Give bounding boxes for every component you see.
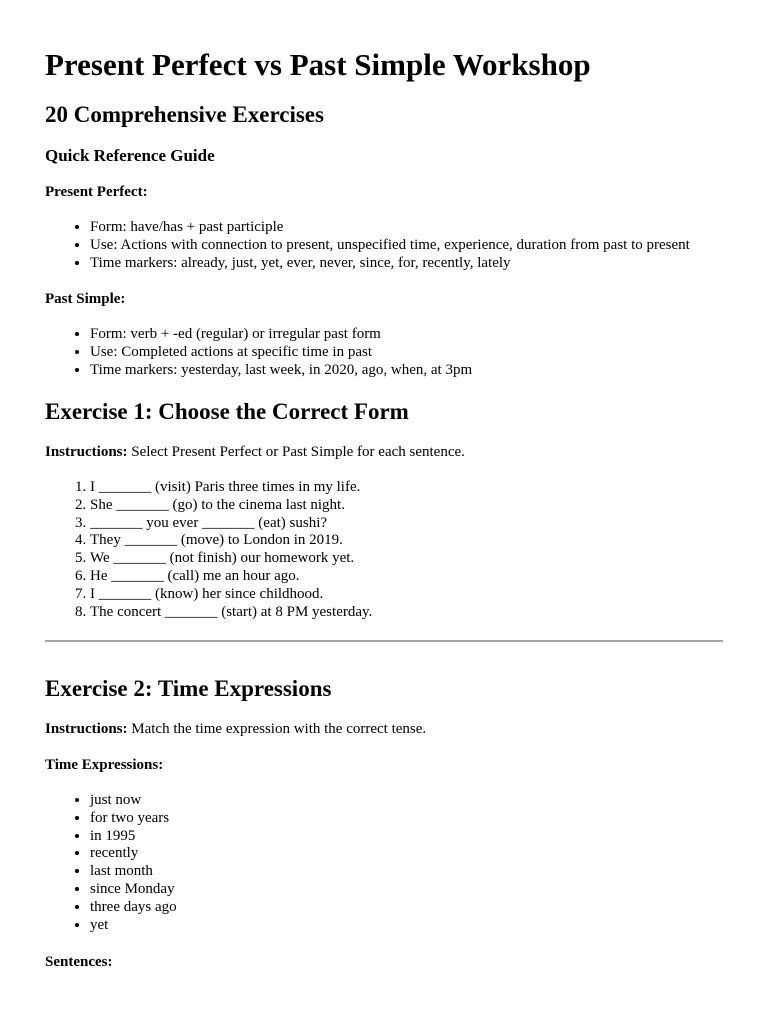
list-item: • since Monday (90, 881, 177, 899)
past-simple-label: Past Simple: (45, 291, 126, 307)
present-perfect-label: Present Perfect: (45, 184, 148, 200)
instructions-text: Match the time expression with the correct tense. (127, 721, 427, 737)
section-divider (45, 640, 723, 642)
list-item: • recently (90, 845, 177, 863)
reference-guide-heading: Quick Reference Guide (45, 146, 215, 165)
instructions-label: Instructions: (45, 444, 128, 460)
list-item: • yet (90, 917, 177, 935)
exercise-1-instructions (45, 443, 465, 461)
list-item: 7. I _______ (know) her since childhood. (90, 586, 372, 604)
list-item: • Time markers: already, just, yet, ever, never, since, for, recently, lately (90, 255, 690, 273)
list-item: 2. She _______ (go) to the cinema last night. (90, 497, 372, 515)
past-simple-list (45, 326, 472, 379)
exercise-2-heading: Exercise 2: Time Expressions (45, 676, 332, 701)
list-item: • Use: Actions with connection to present, unspecified time, experience, duration from past to present (90, 237, 690, 255)
list-item: • Time markers: yesterday, last week, in 2020, ago, when, at 3pm (90, 362, 472, 380)
page-title: Present Perfect vs Past Simple Workshop (45, 47, 591, 82)
sentences-label: Sentences: (45, 954, 113, 970)
list-item: • Form: have/has + past participle (90, 219, 690, 237)
list-item: • Use: Completed actions at specific time in past (90, 344, 472, 362)
page-subtitle: 20 Comprehensive Exercises (45, 102, 324, 127)
list-item: 1. I _______ (visit) Paris three times in my life. (90, 479, 372, 497)
list-item: • for two years (90, 810, 177, 828)
exercise-1-list (45, 479, 372, 621)
exercise-1-heading: Exercise 1: Choose the Correct Form (45, 399, 409, 424)
list-item: • last month (90, 863, 177, 881)
list-item: • in 1995 (90, 828, 177, 846)
list-item: 4. They _______ (move) to London in 2019. (90, 532, 372, 550)
time-expressions-list (45, 792, 177, 934)
present-perfect-list (45, 219, 690, 272)
exercise-2-instructions (45, 720, 426, 738)
list-item: 6. He _______ (call) me an hour ago. (90, 568, 372, 586)
list-item: • Form: verb + -ed (regular) or irregular past form (90, 326, 472, 344)
list-item: • just now (90, 792, 177, 810)
time-expressions-label: Time Expressions: (45, 757, 164, 773)
instructions-text: Select Present Perfect or Past Simple for each sentence. (127, 444, 465, 460)
list-item: • three days ago (90, 899, 177, 917)
list-item: 5. We _______ (not finish) our homework yet. (90, 550, 372, 568)
instructions-label: Instructions: (45, 721, 128, 737)
list-item: 8. The concert _______ (start) at 8 PM yesterday. (90, 604, 372, 622)
list-item: 3. _______ you ever _______ (eat) sushi? (90, 515, 372, 533)
